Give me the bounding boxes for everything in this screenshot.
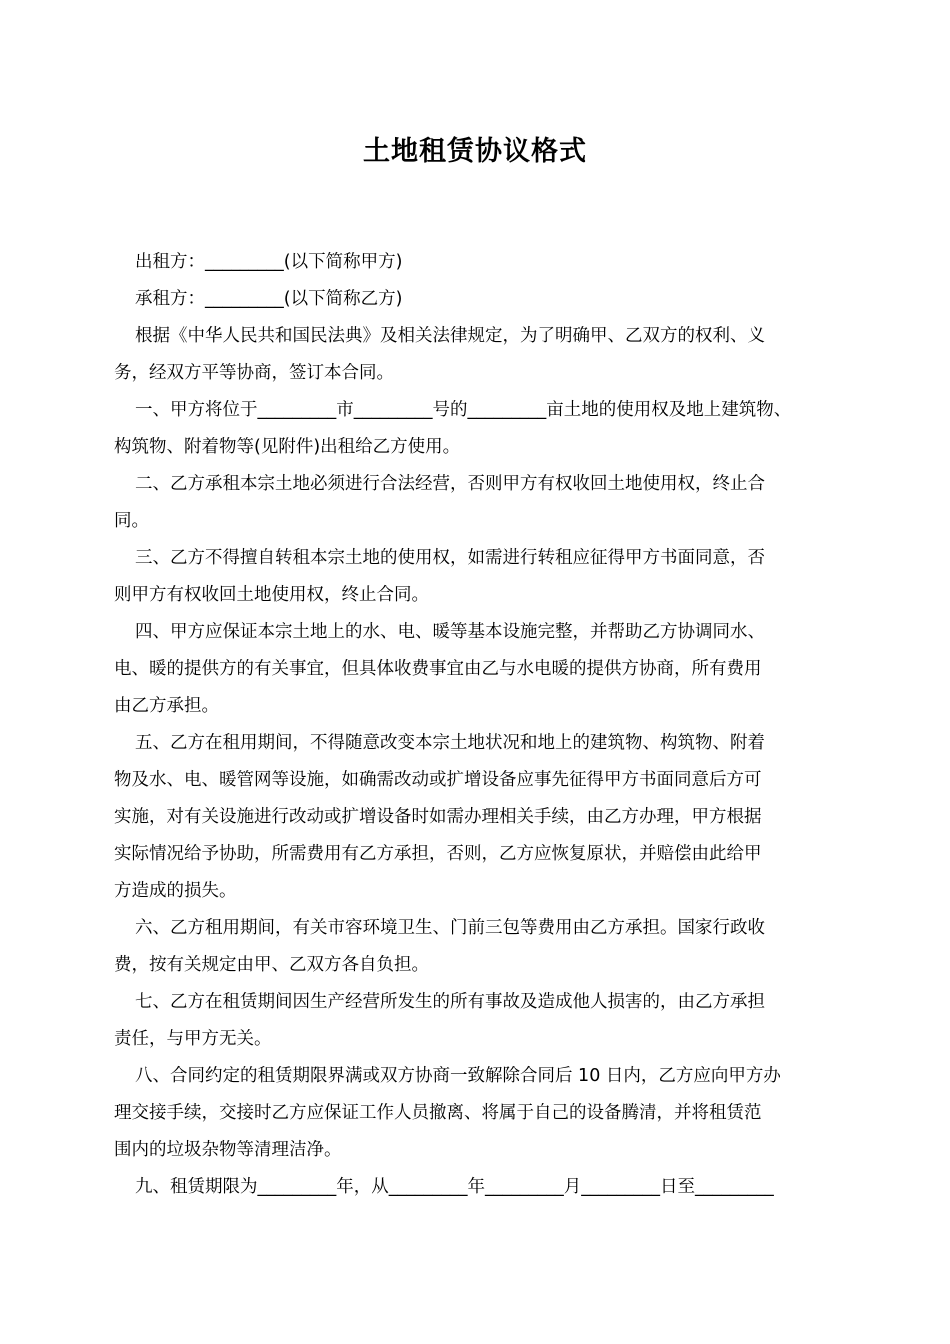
text-line: 九、租赁期限为_________年，从_________年_________月_________日至_________ <box>135 1177 774 1197</box>
text-line: 八、合同约定的租赁期限界满或双方协商一致解除合同后 10 日内，乙方应向甲方办 <box>135 1066 781 1086</box>
text-line: 四、甲方应保证本宗土地上的水、电、暖等基本设施完整，并帮助乙方协调同水、 <box>135 622 765 642</box>
text-line: 务，经双方平等协商，签订本合同。 <box>114 363 394 383</box>
clause-2 <box>114 466 846 540</box>
text-line: 五、乙方在租用期间，不得随意改变本宗土地状况和地上的建筑物、构筑物、附着 <box>135 733 765 753</box>
text-line: 费，按有关规定由甲、乙双方各自负担。 <box>114 955 429 975</box>
clause-1 <box>114 392 846 466</box>
text-line: 电、暖的提供方的有关事宜，但具体收费事宜由乙与水电暖的提供方协商，所有费用 <box>114 659 762 679</box>
clause-5 <box>114 725 846 910</box>
document-body <box>114 244 846 1206</box>
clause-4 <box>114 614 846 725</box>
text-line: 责任，与甲方无关。 <box>114 1029 272 1049</box>
clause-3 <box>114 540 846 614</box>
lessor-line <box>114 244 846 281</box>
text-line: 则甲方有权收回土地使用权，终止合同。 <box>114 585 429 605</box>
text-line: 物及水、电、暖管网等设施，如确需改动或扩增设备应事先征得甲方书面同意后方可 <box>114 770 762 790</box>
text-line: 由乙方承担。 <box>114 696 219 716</box>
lessee-line <box>114 281 846 318</box>
text-line: 实施，对有关设施进行改动或扩增设备时如需办理相关手续，由乙方办理，甲方根据 <box>114 807 762 827</box>
text-line: 二、乙方承租本宗土地必须进行合法经营，否则甲方有权收回土地使用权，终止合 <box>135 474 765 494</box>
clause-8 <box>114 1058 846 1169</box>
text-line: 六、乙方租用期间，有关市容环境卫生、门前三包等费用由乙方承担。国家行政收 <box>135 918 765 938</box>
preamble-paragraph <box>114 318 846 392</box>
text-line: 理交接手续，交接时乙方应保证工作人员撤离、将属于自己的设备腾清，并将租赁范 <box>114 1103 762 1123</box>
text-line: 三、乙方不得擅自转租本宗土地的使用权，如需进行转租应征得甲方书面同意，否 <box>135 548 765 568</box>
text-line: 同。 <box>114 511 149 531</box>
text-line: 方造成的损失。 <box>114 881 237 901</box>
text-line: 出租方：_________(以下简称甲方) <box>135 252 403 272</box>
text-line: 承租方：_________(以下简称乙方) <box>135 289 403 309</box>
text-line: 一、甲方将位于_________市_________号的_________亩土地的使用权及地上建筑物、 <box>135 400 792 420</box>
text-line: 围内的垃圾杂物等清理洁净。 <box>114 1140 342 1160</box>
clause-6 <box>114 910 846 984</box>
text-line: 实际情况给予协助，所需费用有乙方承担，否则，乙方应恢复原状，并赔偿由此给甲 <box>114 844 762 864</box>
text-line: 七、乙方在租赁期间因生产经营所发生的所有事故及造成他人损害的，由乙方承担 <box>135 992 765 1012</box>
text-line: 根据《中华人民共和国民法典》及相关法律规定，为了明确甲、乙双方的权利、义 <box>135 326 765 346</box>
text-line: 构筑物、附着物等(见附件)出租给乙方使用。 <box>114 437 461 457</box>
clause-9 <box>114 1169 846 1206</box>
document-title: 土地租赁协议格式 <box>363 136 587 167</box>
clause-7 <box>114 984 846 1058</box>
